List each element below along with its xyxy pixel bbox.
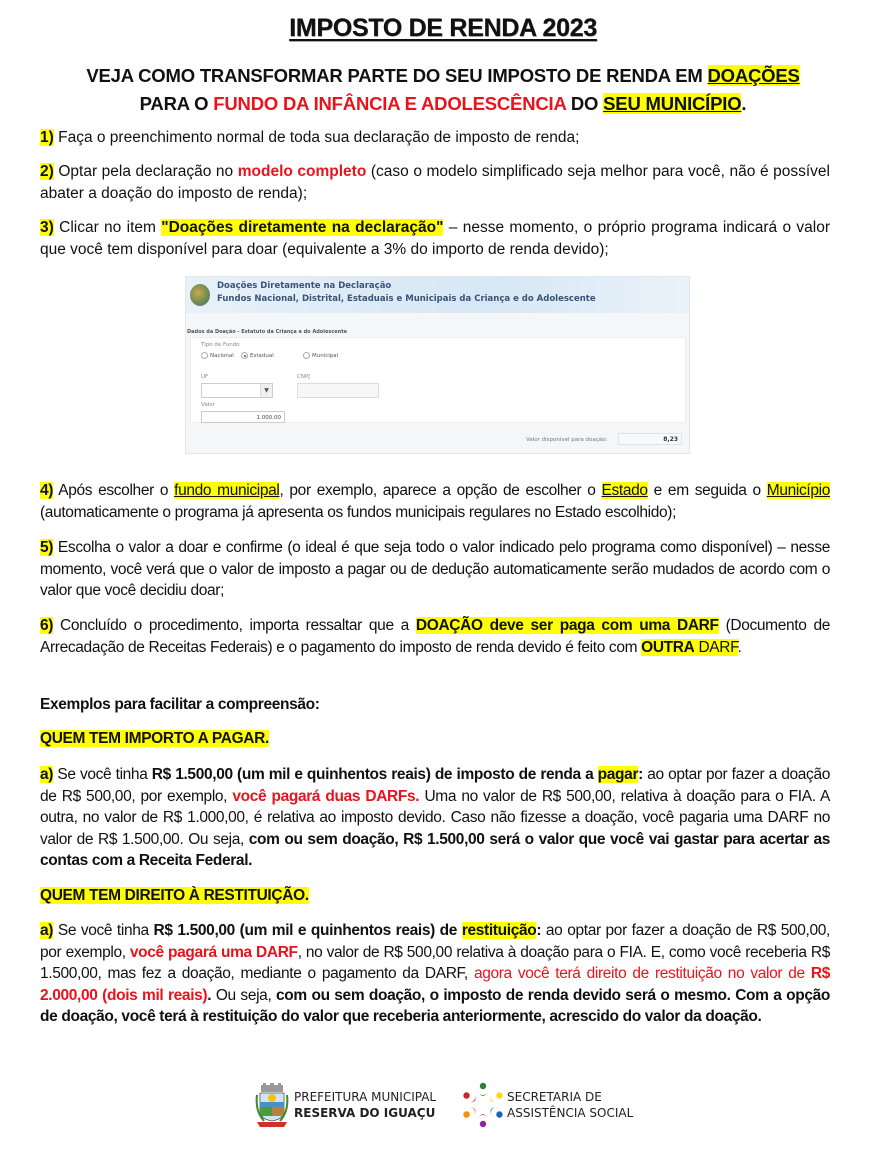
step-6 bbox=[40, 615, 830, 658]
example-bold: R$ 1.500,00 (um mil e quinhentos reais) de bbox=[153, 922, 462, 939]
step-number: 6) bbox=[40, 617, 54, 634]
radio-label: Estadual bbox=[250, 353, 274, 359]
example-bold: R$ 1.500,00 (um mil e quinhentos reais) de imposto de renda a bbox=[151, 766, 598, 783]
screenshot-section-title: Dados da Doação - Estatuto da Criança e do Adolescente bbox=[187, 329, 348, 335]
example-text: , no valor de R$ 500,00 relativa à doação para o FIA. E, como você receberia R$ 1.500,00, mas fez a doação, mediante o pagamento da DARF, bbox=[40, 943, 830, 982]
step-4 bbox=[40, 480, 830, 523]
secretaria-logo bbox=[460, 1082, 506, 1128]
prefeitura-line-1: PREFEITURA MUNICIPAL bbox=[294, 1090, 437, 1104]
highlight-darf: DARF bbox=[694, 638, 738, 656]
screenshot-title: Doações Diretamente na Declaração bbox=[217, 281, 392, 291]
example-red: você pagará duas DARFs. bbox=[232, 787, 420, 805]
step-text: , por exemplo, aparece a opção de escolher o bbox=[279, 482, 602, 499]
highlight-doacoes-item: "Doações diretamente na declaração" bbox=[161, 219, 444, 236]
highlight-doacao-darf: DOAÇÃO deve ser paga com uma DARF bbox=[415, 617, 719, 634]
radio-selected-icon bbox=[241, 352, 248, 359]
highlight-pagar: pagar bbox=[597, 766, 639, 783]
step-text: Após escolher o bbox=[53, 482, 175, 499]
cnpj-field[interactable] bbox=[297, 383, 379, 398]
step-text: (Documento de Arrecadação de Receitas Federais) e o pagamento do imposto de renda devido é feito com bbox=[40, 617, 830, 656]
step-number: 1) bbox=[40, 129, 54, 146]
fund-name: FUNDO DA INFÂNCIA E ADOLESCÊNCIA bbox=[213, 93, 566, 114]
highlight-municipio: SEU MUNICÍPIO bbox=[603, 93, 742, 114]
step-2 bbox=[40, 161, 830, 204]
step-3 bbox=[40, 217, 830, 260]
step-number: 3) bbox=[40, 219, 54, 236]
screenshot-header bbox=[186, 277, 689, 313]
example-text: ao optar por fazer a doação de R$ 500,00, por exemplo, bbox=[40, 766, 830, 805]
example-red-bold: R$ 2.000,00 (dois mil reais) bbox=[40, 965, 830, 1004]
donation-icon bbox=[190, 284, 210, 306]
page-title: IMPOSTO DE RENDA 2023 bbox=[289, 14, 597, 42]
step-text: Faça o preenchimento normal de toda sua declaração de imposto de renda; bbox=[53, 129, 580, 146]
subtitle-line-2 bbox=[0, 90, 886, 118]
page-subtitle bbox=[0, 62, 886, 118]
example-text: Se você tinha bbox=[53, 766, 152, 783]
highlight-doacoes: DOAÇÕES bbox=[707, 65, 800, 86]
section-heading-text: QUEM TEM IMPORTO A PAGAR. bbox=[40, 730, 269, 747]
prefeitura-logo-text bbox=[294, 1089, 436, 1121]
step-text: (automaticamente o programa já apresenta os fundos municipais regulares no Estado escolhido); bbox=[40, 503, 677, 521]
valor-label: Valor bbox=[201, 402, 215, 408]
radio-icon bbox=[201, 352, 208, 359]
subtitle-text: PARA O bbox=[139, 93, 214, 114]
step-text: Concluído o procedimento, importa ressaltar que a bbox=[53, 617, 416, 634]
tipo-fundo-label: Tipo de Fundo bbox=[201, 342, 240, 348]
uf-label: UF bbox=[201, 374, 209, 380]
secretaria-line-1: SECRETARIA DE bbox=[507, 1090, 602, 1104]
step-text: Escolha o valor a doar e confirme (o ideal é que seja todo o valor indicado pelo programa como disponível) – nesse momento, você verá que o valor de imposto a pagar ou de dedução automaticamente serão mudados de acordo com o valor que você decidiu doar; bbox=[40, 539, 830, 599]
example-bold: : bbox=[536, 922, 542, 939]
example-red: agora você terá direito de restituição no valor de bbox=[473, 965, 811, 982]
step-text: – nesse momento, o próprio programa indicará o valor que você tem disponível para doar (equivalente a 3% do importo de renda devido); bbox=[40, 219, 830, 258]
step-number: 5) bbox=[40, 539, 54, 556]
radio-label: Nacional bbox=[210, 353, 234, 359]
subtitle-text: DO bbox=[565, 93, 604, 114]
step-number: 2) bbox=[40, 163, 54, 180]
prefeitura-line-2: RESERVA DO IGUAÇU bbox=[294, 1106, 436, 1120]
example-number: a) bbox=[40, 922, 54, 939]
example-red: você pagará uma DARF bbox=[129, 943, 298, 961]
section-heading-text: QUEM TEM DIREITO À RESTITUIÇÃO. bbox=[40, 887, 309, 904]
example-bold: . bbox=[207, 986, 212, 1004]
radio-icon bbox=[303, 352, 310, 359]
secretaria-logo-text bbox=[507, 1089, 633, 1121]
chevron-down-icon: ▼ bbox=[260, 384, 272, 397]
example-text: Uma no valor de R$ 500,00, relativa à doação para o FIA. A outra, no valor de R$ 1.000,00, é relativa ao imposto devido. Caso não fizesse a doação, você pagaria uma DARF no valor de R$ 1.500,00. Ou seja, bbox=[40, 787, 830, 848]
highlight-modelo-completo: modelo completo bbox=[237, 163, 367, 180]
step-5 bbox=[40, 537, 830, 602]
subtitle-text: . bbox=[741, 93, 747, 114]
example-number: a) bbox=[40, 766, 54, 783]
example-restituicao bbox=[40, 920, 830, 1028]
step-text: Clicar no item bbox=[53, 219, 162, 236]
example-bold: : bbox=[638, 766, 643, 783]
section-restituicao-heading bbox=[40, 885, 830, 907]
valor-input[interactable]: 1.000,00 bbox=[201, 411, 285, 423]
uf-select[interactable] bbox=[201, 383, 273, 398]
step-text: . bbox=[737, 638, 742, 656]
example-text: ao optar por fazer a doação de R$ 500,00, por exemplo, bbox=[40, 922, 831, 961]
step-text: (caso o modelo simplificado seja melhor para você, não é possível abater a doação do imposto de renda); bbox=[40, 163, 831, 202]
irpf-program-screenshot bbox=[185, 276, 690, 454]
highlight-outra: OUTRA bbox=[641, 638, 695, 656]
step-text: e em seguida o bbox=[647, 482, 767, 499]
section-pagar-heading bbox=[40, 728, 830, 750]
subtitle-line-1 bbox=[0, 62, 886, 90]
example-text: Se você tinha bbox=[53, 922, 154, 939]
example-bold: com ou sem doação, o imposto de renda devido será o mesmo. Com a opção de doação, você terá à restituição do valor que receberia anteriormente, acrescido do valor da doação. bbox=[40, 986, 830, 1025]
highlight-municipio-step: Município bbox=[766, 482, 830, 499]
step-number: 4) bbox=[40, 482, 54, 499]
step-text: Optar pela declaração no bbox=[53, 163, 238, 180]
highlight-estado: Estado bbox=[601, 482, 648, 499]
cnpj-label: CNPJ bbox=[297, 374, 310, 380]
disponivel-value: 8,23 bbox=[618, 433, 682, 445]
radio-estadual[interactable] bbox=[241, 352, 274, 359]
subtitle-text: VEJA COMO TRANSFORMAR PARTE DO SEU IMPOSTO DE RENDA EM bbox=[86, 65, 708, 86]
radio-nacional[interactable] bbox=[201, 352, 234, 359]
disponivel-label: Valor disponível para doação: bbox=[526, 437, 608, 443]
prefeitura-coat-of-arms-logo bbox=[254, 1083, 290, 1129]
example-pagar bbox=[40, 764, 830, 872]
screenshot-form bbox=[190, 337, 686, 423]
step-1 bbox=[40, 127, 830, 149]
example-bold: com ou sem doação, R$ 1.500,00 será o valor que você vai gastar para acertar as contas com a Receita Federal. bbox=[40, 830, 830, 869]
example-text: Ou seja, bbox=[211, 986, 277, 1004]
highlight-fundo-municipal: fundo municipal bbox=[174, 482, 280, 499]
radio-municipal[interactable] bbox=[303, 352, 338, 359]
examples-heading: Exemplos para facilitar a compreensão: bbox=[40, 696, 320, 713]
screenshot-subtitle: Fundos Nacional, Distrital, Estaduais e Municipais da Criança e do Adolescente bbox=[217, 294, 596, 304]
highlight-restituicao: restituição bbox=[461, 922, 537, 939]
radio-label: Municipal bbox=[312, 353, 339, 359]
secretaria-line-2: ASSISTÊNCIA SOCIAL bbox=[507, 1106, 634, 1120]
